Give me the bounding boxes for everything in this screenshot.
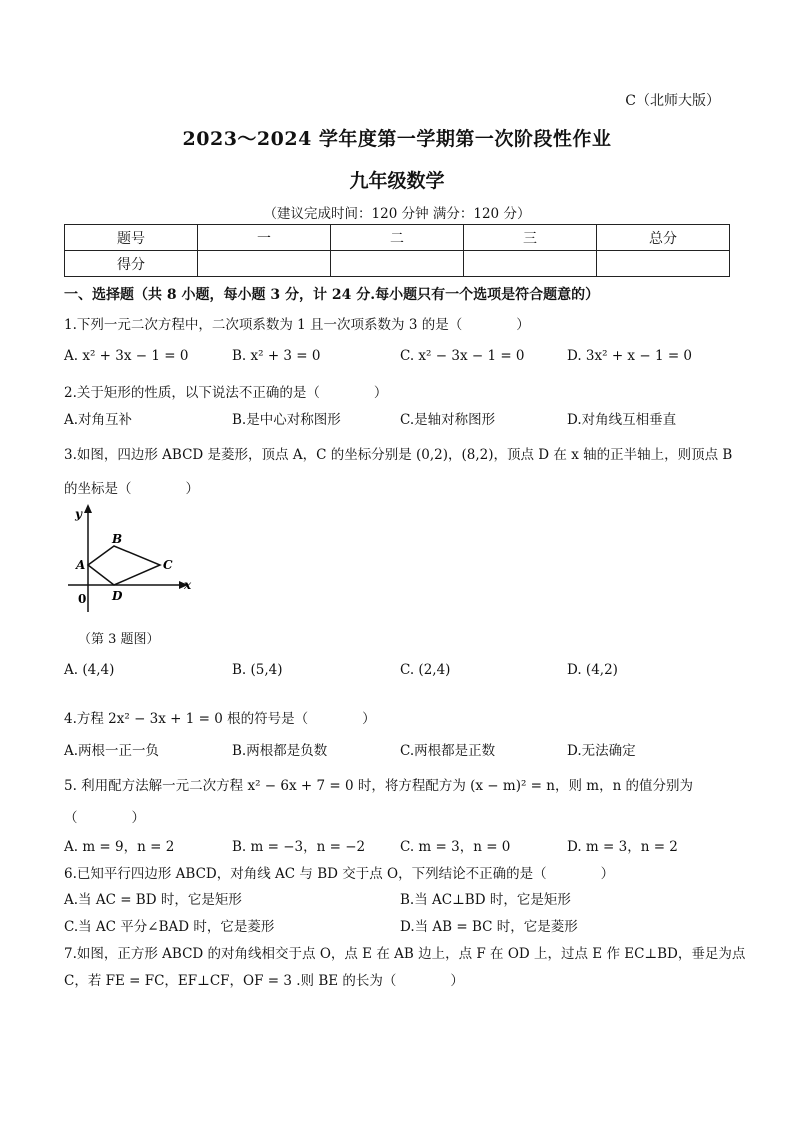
q5-option-b: B. m = −3，n = −2 <box>232 839 366 855</box>
score-cell[interactable] <box>597 251 730 277</box>
q4-option-b: B.两根都是负数 <box>232 743 328 759</box>
question-5-stem-line2: （ ） <box>64 810 145 826</box>
q5-option-c: C. m = 3，n = 0 <box>400 839 511 855</box>
q3-option-c: C. (2,4) <box>400 662 451 678</box>
q6-option-d: D.当 AB = BC 时，它是菱形 <box>400 919 578 935</box>
score-header-cell: 总分 <box>597 225 730 251</box>
q2-option-c: C.是轴对称图形 <box>400 412 496 428</box>
question-5-stem-line1: 5. 利用配方法解一元二次方程 x² − 6x + 7 = 0 时，将方程配方为 (x − m)² = n，则 m，n 的值分别为 <box>64 778 694 794</box>
question-7-stem-line2: C，若 FE = FC，EF⊥CF，OF = 3 .则 BE 的长为（ ） <box>64 973 464 989</box>
score-table <box>64 224 730 277</box>
q1-option-c: C. x² − 3x − 1 = 0 <box>400 348 525 364</box>
q3-option-d: D. (4,2) <box>567 662 618 678</box>
question-3-stem-line2: 的坐标是（ ） <box>64 481 199 497</box>
point-a-label: A <box>76 558 86 572</box>
q2-option-a: A.对角互补 <box>64 412 133 428</box>
q5-option-d: D. m = 3，n = 2 <box>567 839 678 855</box>
q5-option-a: A. m = 9，n = 2 <box>64 839 175 855</box>
q6-option-b: B.当 AC⊥BD 时，它是矩形 <box>400 892 571 908</box>
exam-title: 2023～2024 学年度第一学期第一次阶段性作业 <box>182 128 612 150</box>
question-4-stem: 4.方程 2x² − 3x + 1 = 0 根的符号是（ ） <box>64 711 376 727</box>
time-info: （建议完成时间：120 分钟 满分：120 分） <box>263 206 531 222</box>
origin-label: 0 <box>78 592 87 606</box>
score-cell[interactable] <box>464 251 597 277</box>
question-6-stem: 6.已知平行四边形 ABCD，对角线 AC 与 BD 交于点 O，下列结论不正确的是（ ） <box>64 866 615 882</box>
q1-option-b: B. x² + 3 = 0 <box>232 348 321 364</box>
score-header-cell: 三 <box>464 225 597 251</box>
score-row-label: 得分 <box>65 251 198 277</box>
section-title: 一、选择题（共 8 小题，每小题 3 分，计 24 分.每小题只有一个选项是符合题意的） <box>64 287 600 303</box>
score-table-header-row <box>65 225 730 251</box>
y-axis-label: y <box>75 507 82 521</box>
figure-3-caption: （第 3 题图） <box>78 632 160 647</box>
q1-option-a: A. x² + 3x − 1 = 0 <box>64 348 189 364</box>
x-axis-label: x <box>184 578 192 592</box>
score-cell[interactable] <box>331 251 464 277</box>
point-c-label: C <box>163 558 173 572</box>
q1-option-d: D. 3x² + x − 1 = 0 <box>567 348 693 364</box>
q2-option-d: D.对角线互相垂直 <box>567 412 677 428</box>
q3-option-b: B. (5,4) <box>232 662 283 678</box>
question-3-stem-line1: 3.如图，四边形 ABCD 是菱形，顶点 A，C 的坐标分别是 (0,2)，(8,2)，顶点 D 在 x 轴的正半轴上，则顶点 B <box>64 447 733 463</box>
edition-label: C（北师大版） <box>625 93 720 109</box>
q6-option-a: A.当 AC = BD 时，它是矩形 <box>64 892 242 908</box>
score-header-cell: 二 <box>331 225 464 251</box>
question-1-stem: 1.下列一元二次方程中，二次项系数为 1 且一次项系数为 3 的是（ ） <box>64 317 530 333</box>
exam-subtitle: 九年级数学 <box>349 170 445 192</box>
q4-option-d: D.无法确定 <box>567 743 636 759</box>
q3-option-a: A. (4,4) <box>64 662 115 678</box>
q6-option-c: C.当 AC 平分∠BAD 时，它是菱形 <box>64 919 275 935</box>
question-2-stem: 2.关于矩形的性质，以下说法不正确的是（ ） <box>64 385 388 401</box>
score-table-score-row <box>65 251 730 277</box>
y-axis-arrow <box>84 504 92 513</box>
q2-option-b: B.是中心对称图形 <box>232 412 341 428</box>
score-header-cell: 一 <box>198 225 331 251</box>
point-d-label: D <box>112 589 123 603</box>
question-7-stem-line1: 7.如图，正方形 ABCD 的对角线相交于点 O，点 E 在 AB 边上，点 F 在 OD 上，过点 E 作 EC⊥BD，垂足为点 <box>64 946 746 962</box>
point-b-label: B <box>112 532 123 546</box>
rhombus-figure <box>62 500 202 620</box>
score-header-cell: 题号 <box>65 225 198 251</box>
q4-option-a: A.两根一正一负 <box>64 743 160 759</box>
q4-option-c: C.两根都是正数 <box>400 743 496 759</box>
score-cell[interactable] <box>198 251 331 277</box>
rhombus-abcd <box>88 546 160 585</box>
